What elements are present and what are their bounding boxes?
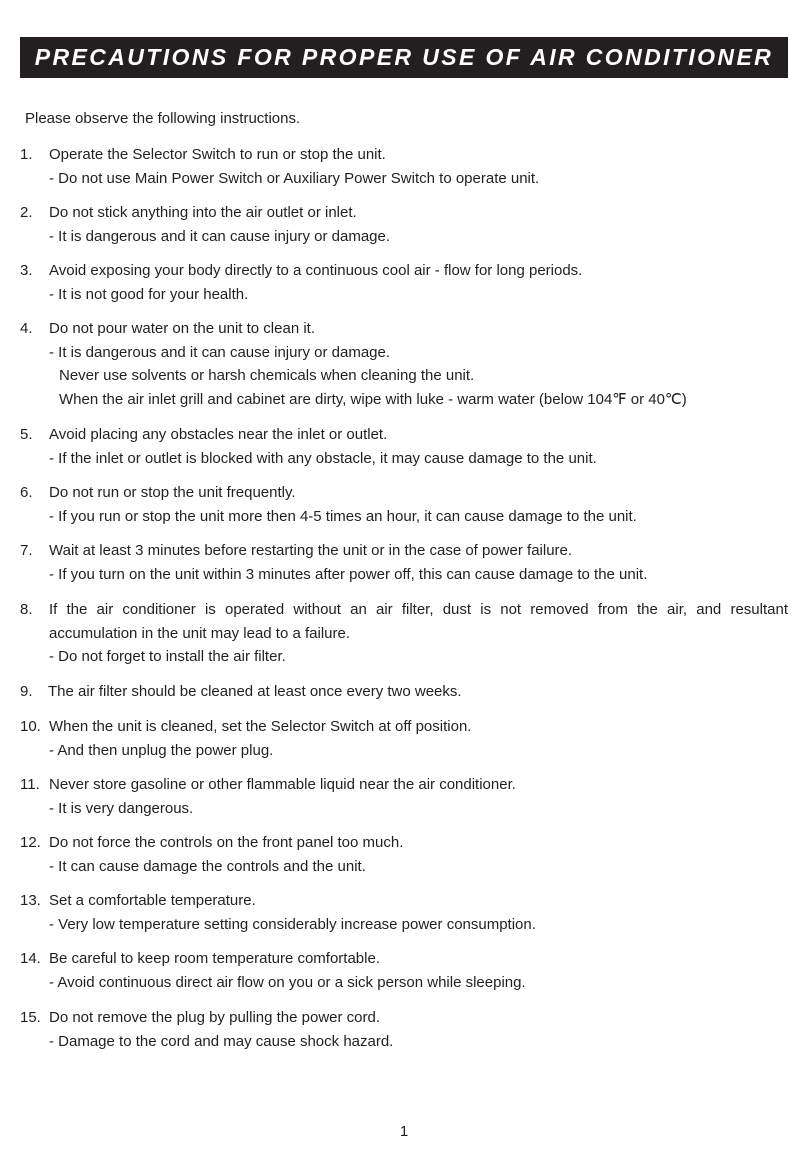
item-number: 5. bbox=[20, 426, 33, 443]
list-item bbox=[20, 598, 788, 669]
list-item bbox=[20, 1006, 788, 1053]
item-number: 13. bbox=[20, 892, 41, 909]
item-note: - It is very dangerous. bbox=[49, 799, 194, 817]
item-note: - And then unplug the power plug. bbox=[49, 741, 274, 759]
item-text: Do not pour water on the unit to clean it. bbox=[49, 320, 315, 337]
list-item bbox=[20, 889, 788, 936]
item-note: - Do not forget to install the air filter. bbox=[49, 648, 286, 665]
item-note: - It can cause damage the controls and the unit. bbox=[49, 857, 366, 875]
item-note: When the air inlet grill and cabinet are dirty, wipe with luke - warm water (below 104℉ or 40℃) bbox=[59, 390, 687, 408]
item-note: - If the inlet or outlet is blocked with any obstacle, it may cause damage to the unit. bbox=[49, 449, 597, 467]
item-text: Do not force the controls on the front panel too much. bbox=[49, 834, 404, 851]
item-note: - It is dangerous and it can cause injury or damage. bbox=[49, 227, 391, 245]
list-item bbox=[20, 831, 788, 878]
item-text: Be careful to keep room temperature comfortable. bbox=[49, 950, 380, 967]
item-number: 3. bbox=[20, 262, 33, 279]
item-text: Do not stick anything into the air outlet or inlet. bbox=[49, 204, 357, 221]
item-note: - It is dangerous and it can cause injury or damage. bbox=[49, 343, 391, 361]
item-number: 9. bbox=[20, 683, 33, 700]
intro-text: Please observe the following instructions. bbox=[25, 110, 301, 127]
list-item bbox=[20, 481, 788, 528]
page-number: 1 bbox=[399, 1123, 409, 1140]
list-item bbox=[20, 143, 788, 190]
item-note: - Avoid continuous direct air flow on you or a sick person while sleeping. bbox=[49, 973, 526, 991]
item-number: 15. bbox=[20, 1009, 41, 1026]
item-text: Do not remove the plug by pulling the power cord. bbox=[49, 1009, 381, 1026]
item-text: Never store gasoline or other flammable liquid near the air conditioner. bbox=[49, 776, 516, 793]
item-text: Wait at least 3 minutes before restarting the unit or in the case of power failure. bbox=[49, 542, 573, 559]
item-number: 10. bbox=[20, 718, 41, 735]
list-item bbox=[20, 201, 788, 248]
item-text: When the unit is cleaned, set the Selector Switch at off position. bbox=[49, 718, 472, 735]
list-item bbox=[20, 539, 788, 586]
title-bar bbox=[20, 37, 788, 78]
item-number: 6. bbox=[20, 484, 33, 501]
item-note: - Very low temperature setting considerably increase power consumption. bbox=[49, 915, 536, 933]
item-text: If the air conditioner is operated without an air filter, dust is not removed from the air, and resultant accumulation in the unit may lead to a failure. bbox=[49, 601, 788, 642]
item-number: 12. bbox=[20, 834, 41, 851]
item-note: - Do not use Main Power Switch or Auxiliary Power Switch to operate unit. bbox=[49, 169, 540, 187]
item-note: - It is not good for your health. bbox=[49, 285, 249, 303]
item-note: - If you run or stop the unit more then 4-5 times an hour, it can cause damage to the unit. bbox=[49, 507, 637, 525]
item-note: Never use solvents or harsh chemicals when cleaning the unit. bbox=[59, 367, 475, 384]
page-title: PRECAUTIONS FOR PROPER USE OF AIR CONDITIONER bbox=[34, 44, 774, 70]
item-text: Avoid placing any obstacles near the inlet or outlet. bbox=[49, 426, 388, 443]
list-item bbox=[20, 773, 788, 820]
item-text: The air filter should be cleaned at least once every two weeks. bbox=[48, 683, 462, 700]
item-note: - Damage to the cord and may cause shock hazard. bbox=[49, 1032, 394, 1050]
list-item bbox=[20, 423, 788, 470]
list-item bbox=[20, 317, 788, 411]
list-item bbox=[20, 259, 788, 306]
item-number: 7. bbox=[20, 542, 33, 559]
list-item bbox=[20, 715, 788, 762]
item-number: 4. bbox=[20, 320, 33, 337]
list-item bbox=[20, 947, 788, 994]
item-text: Set a comfortable temperature. bbox=[49, 892, 256, 909]
list-item bbox=[20, 680, 788, 704]
item-text: Avoid exposing your body directly to a continuous cool air - flow for long periods. bbox=[49, 262, 583, 279]
item-text: Do not run or stop the unit frequently. bbox=[49, 484, 296, 501]
item-number: 1. bbox=[20, 146, 33, 163]
item-number: 11. bbox=[20, 776, 40, 793]
item-text: Operate the Selector Switch to run or stop the unit. bbox=[49, 146, 386, 163]
item-number: 2. bbox=[20, 204, 33, 221]
item-number: 8. bbox=[20, 601, 33, 618]
item-note: - If you turn on the unit within 3 minutes after power off, this can cause damage to the unit. bbox=[49, 565, 648, 583]
item-number: 14. bbox=[20, 950, 41, 967]
